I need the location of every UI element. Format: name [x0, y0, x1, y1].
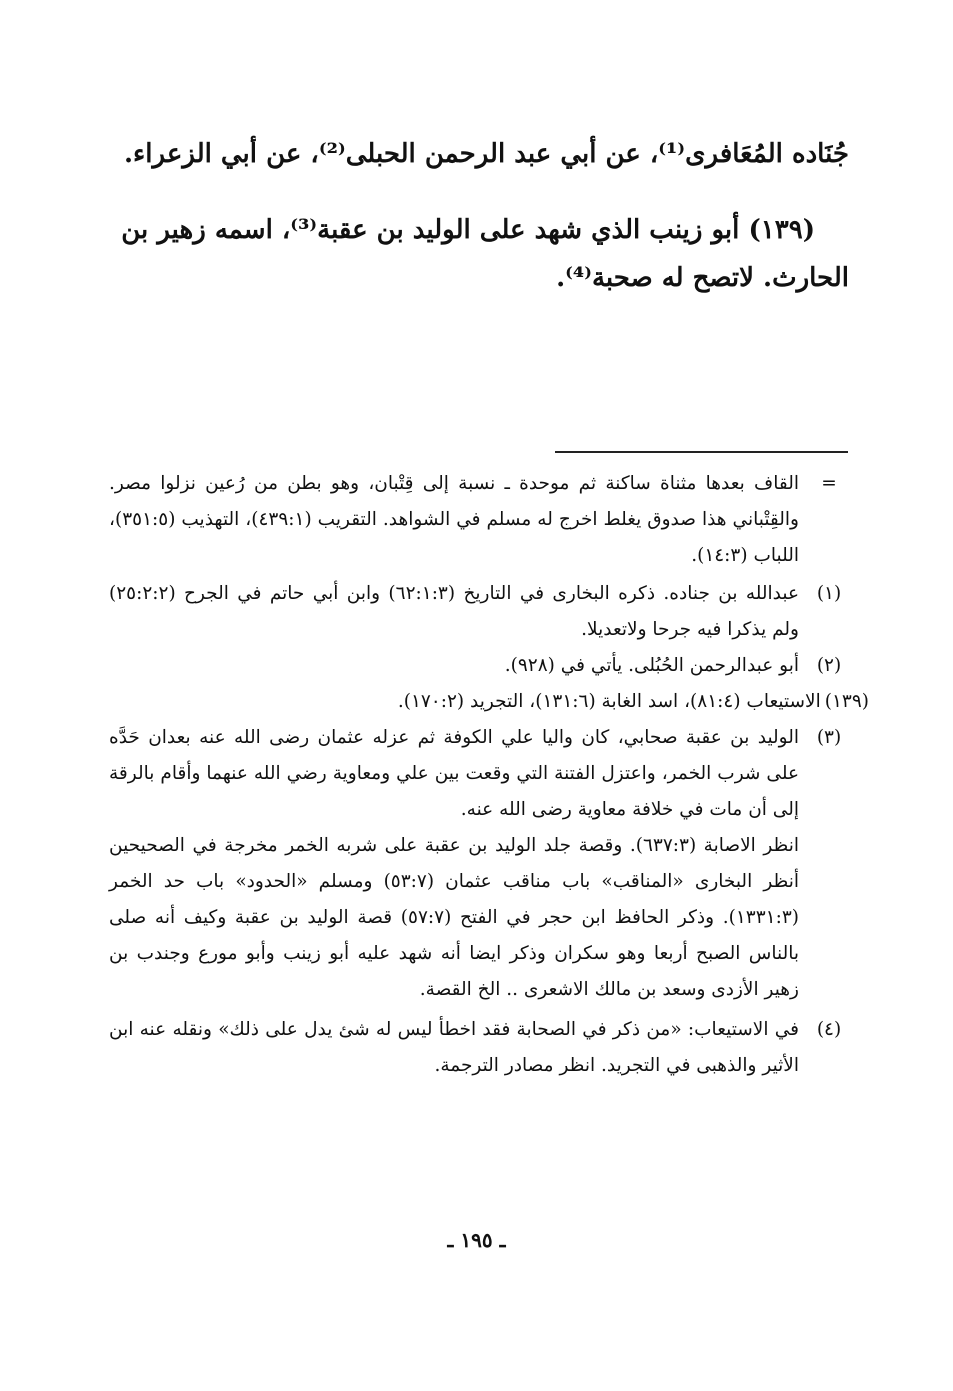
footnote-text: في الاستيعاب: «من ذكر في الصحابة فقد اخطأ ليس له شئ يدل على ذلك» ونقله عنه ابن الأثير والذهبى في التجريد. انظر مصادر الترجمة.	[109, 1019, 799, 1076]
footnote-number: (١)	[816, 583, 842, 604]
entry-number: (١٣٩)	[748, 215, 815, 245]
footnote-continuation	[109, 466, 859, 574]
footnote-4	[109, 1012, 859, 1084]
footnote-2	[109, 648, 859, 684]
footnote-number: (٤)	[816, 1019, 842, 1040]
entry-139	[104, 206, 849, 302]
footnote-paragraph: انظر الاصابة (٦٣٧:٣). وقصة جلد الوليد بن عقبة على شربه الخمر مخرجة في الصحيحين أنظر البخارى «المناقب» باب مناقب عثمان (٥٣:٧) ومسلم «الحدود» باب حد الخمر (١٣٣١:٣). وذكر الحافظ ابن حجر في الفتح (٥٧:٧) قصة الوليد بن عقبة وكيف أنه صلى بالناس الصبح أربعا وهو سكران وذكر ايضا أنه شهد عليه أبو زينب وأبو مورع وجندب بن زهير الأزدى وسعد بن مالك الاشعرى .. الخ القصة.	[109, 835, 800, 1000]
footnote-number: (١٣٩)	[824, 691, 869, 712]
footnote-number: (٢)	[816, 655, 842, 676]
footnote-3	[109, 720, 859, 1008]
main-text-line: جُنَاده المُعَافرى⁽¹⁾، عن أبي عبد الرحمن الحبلى⁽²⁾، عن أبي الزعراء.	[123, 139, 849, 169]
footnote-separator	[555, 451, 848, 453]
footnote-text	[109, 720, 799, 1008]
footnote-1	[109, 576, 859, 648]
page-number: ـ ١٩٥ ـ	[447, 1228, 506, 1252]
footnotes	[109, 466, 869, 1084]
footnote-sources-139	[109, 684, 869, 720]
footnote-text: القاف بعدها مثناة ساكنة ثم موحدة ـ نسبة إلى قِتْبان، وهو بطن من رُعين نزلوا مصر. والقِتْباني هذا صدوق يغلط اخرج له مسلم في الشواهد. التقريب (٤٣٩:١)، التهذيب (٣٥١:٥)، اللباب (١٤:٣).	[109, 473, 799, 566]
footnote-number: (٣)	[816, 727, 842, 748]
footnote-text: الاستيعاب (٨١:٤)، اسد الغابة (١٣١:٦)، التجريد (١٧٠:٢).	[397, 691, 821, 712]
continuation-mark: =	[821, 473, 837, 494]
footnote-text: أبو عبدالرحمن الحُبُلى. يأتي في (٩٢٨).	[504, 655, 799, 676]
entry-text: أبو زينب الذي شهد على الوليد بن عقبة⁽³⁾، اسمه زهير بن الحارث. لاتصح له صحبة⁽⁴⁾.	[121, 215, 849, 293]
footnote-text: عبدالله بن جناده. ذكره البخارى في التاريخ (٦٢:١:٣) وابن أبي حاتم في الجرح (٢٥:٢:٢) ولم يذكرا فيه جرحا ولاتعديلا.	[109, 583, 799, 640]
footnote-paragraph: الوليد بن عقبة صحابي، كان واليا علي الكوفة ثم عزله عثمان رضى الله عنه بعدان حَدَّه على شرب الخمر، واعتزل الفتنة التي وقعت بين علي ومعاوية رضي الله عنهما وأقام بالرقة إلى أن مات في خلافة معاوية رضى الله عنه.	[109, 727, 799, 820]
